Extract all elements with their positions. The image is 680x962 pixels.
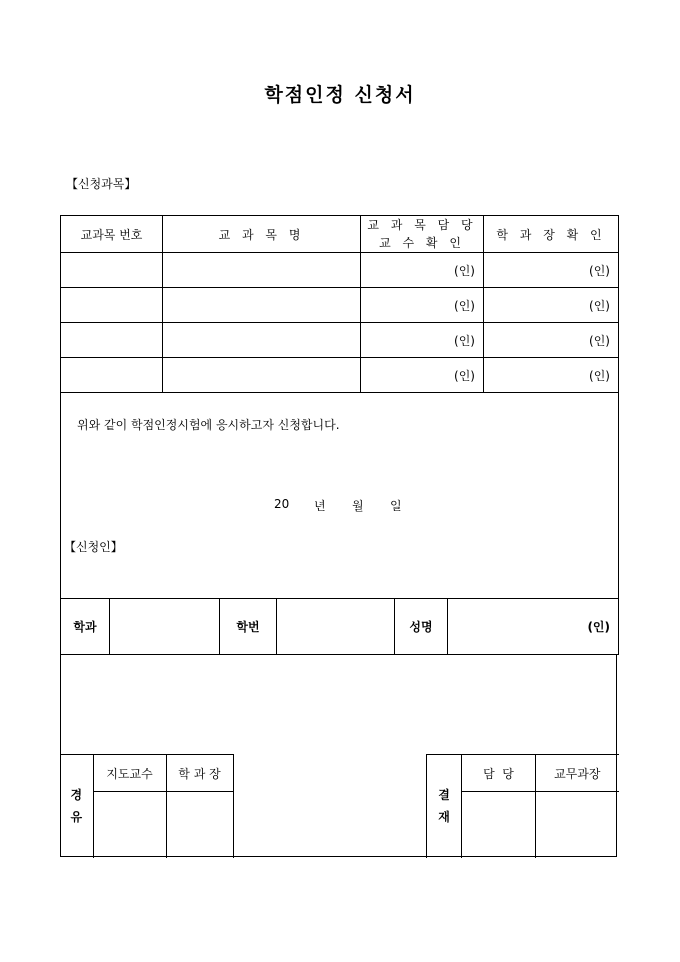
- course-code-cell[interactable]: [61, 323, 163, 358]
- manager-header: 교무과장: [536, 755, 619, 792]
- statement-block: [60, 390, 619, 598]
- subjects-header-row: [61, 216, 619, 253]
- table-row: [61, 253, 619, 288]
- header-dept-head-confirm: 학 과 장 확 인: [484, 216, 619, 253]
- approval-label-char2: 재: [438, 810, 450, 825]
- professor-seal-cell[interactable]: (인): [361, 323, 484, 358]
- date-month-unit: 월: [352, 499, 364, 513]
- date-year-unit: 년: [314, 499, 326, 513]
- form-title: 학점인정 신청서: [264, 84, 416, 106]
- manager-sign-cell[interactable]: [536, 792, 619, 858]
- dept-head-seal-cell[interactable]: (인): [484, 288, 619, 323]
- date-day-unit: 일: [390, 499, 402, 513]
- course-code-cell[interactable]: [61, 358, 163, 393]
- subjects-table: [60, 215, 619, 393]
- header-course-name: 교 과 목 명: [163, 216, 361, 253]
- dept-head-seal-cell[interactable]: (인): [484, 253, 619, 288]
- applicant-table: [60, 598, 619, 655]
- routing-dept-head-sign-cell[interactable]: [166, 792, 233, 858]
- professor-seal-cell[interactable]: (인): [361, 358, 484, 393]
- header-professor-confirm: [361, 216, 484, 253]
- course-code-cell[interactable]: [61, 288, 163, 323]
- subjects-section-label: 【신청과목】: [66, 177, 137, 191]
- applicant-section-label: 【신청인】: [64, 540, 123, 554]
- name-seal-cell[interactable]: (인): [448, 599, 619, 655]
- header-course-code: 교과목 번호: [61, 216, 163, 253]
- course-name-cell[interactable]: [163, 288, 361, 323]
- course-name-cell[interactable]: [163, 323, 361, 358]
- date-year[interactable]: 20: [274, 497, 290, 511]
- advisor-header: 지도교수: [93, 755, 166, 792]
- staff-header: 담 당: [462, 755, 536, 792]
- header-professor-line2: 교 수 확 인: [379, 236, 465, 250]
- approval-label-char1: 결: [438, 788, 450, 803]
- dept-head-seal-cell[interactable]: (인): [484, 323, 619, 358]
- professor-seal-cell[interactable]: (인): [361, 253, 484, 288]
- professor-seal-cell[interactable]: (인): [361, 288, 484, 323]
- routing-table: [60, 754, 234, 858]
- advisor-sign-cell[interactable]: [93, 792, 166, 858]
- approval-table: [426, 754, 619, 858]
- routing-dept-head-header: 학 과 장: [166, 755, 233, 792]
- dept-input[interactable]: [110, 599, 220, 655]
- routing-label: [60, 755, 93, 858]
- student-no-input[interactable]: [277, 599, 395, 655]
- course-name-cell[interactable]: [163, 253, 361, 288]
- routing-label-char1: 경: [70, 788, 83, 803]
- dept-head-seal-cell[interactable]: (인): [484, 358, 619, 393]
- table-row: [61, 358, 619, 393]
- course-name-cell[interactable]: [163, 358, 361, 393]
- staff-sign-cell[interactable]: [462, 792, 536, 858]
- table-row: [61, 323, 619, 358]
- course-code-cell[interactable]: [61, 253, 163, 288]
- table-row: [61, 288, 619, 323]
- approval-label: [427, 755, 462, 858]
- statement-text: 위와 같이 학점인정시험에 응시하고자 신청합니다.: [77, 418, 340, 432]
- name-label: 성명: [395, 599, 448, 655]
- routing-label-char2: 유: [70, 810, 83, 825]
- student-no-label: 학번: [220, 599, 277, 655]
- dept-label: 학과: [61, 599, 110, 655]
- header-professor-line1: 교 과 목 담 당: [367, 218, 477, 232]
